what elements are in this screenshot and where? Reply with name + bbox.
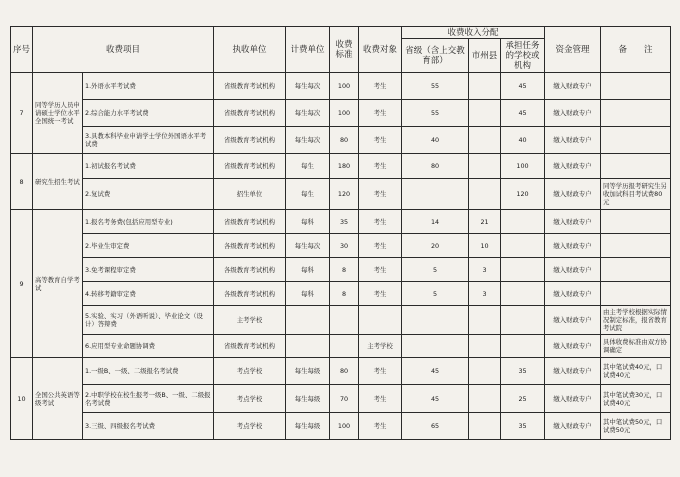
row-standard: 8 (330, 282, 359, 306)
row-dist-school (501, 258, 545, 282)
row-remark (601, 234, 671, 258)
row-unit: 考点学校 (214, 358, 286, 385)
header-measure: 计费单位 (286, 27, 330, 73)
row-standard: 80 (330, 358, 359, 385)
row-dist-school (501, 306, 545, 335)
row-remark (601, 258, 671, 282)
row-standard: 80 (330, 127, 359, 154)
row-item: 5.实验、实习（外语听说）、毕业论文（设计）答辩费 (83, 306, 214, 335)
row-dist-school: 25 (501, 385, 545, 413)
row-unit: 各级教育考试机构 (214, 234, 286, 258)
row-measure: 每生每级 (286, 385, 330, 413)
row-unit: 省级教育考试机构 (214, 335, 286, 358)
group-name: 同等学历人员申请硕士学位水平全国统一考试 (33, 73, 83, 154)
table-row (11, 234, 671, 258)
row-fund: 缴入财政专户 (545, 413, 601, 440)
row-unit: 省级教育考试机构 (214, 154, 286, 179)
row-unit: 省级教育考试机构 (214, 210, 286, 234)
row-dist-city (469, 413, 501, 440)
row-unit: 考点学校 (214, 385, 286, 413)
table-row (11, 127, 671, 154)
row-standard: 180 (330, 154, 359, 179)
row-measure: 每生每次 (286, 100, 330, 127)
row-dist-school: 100 (501, 154, 545, 179)
row-fund: 缴入财政专户 (545, 282, 601, 306)
group-seq: 7 (11, 73, 33, 154)
row-dist-city (469, 306, 501, 335)
row-dist-school: 120 (501, 179, 545, 210)
row-fund: 缴入财政专户 (545, 100, 601, 127)
row-dist-province: 80 (402, 154, 469, 179)
row-unit: 主考学校 (214, 306, 286, 335)
table-row (11, 258, 671, 282)
row-payer: 考生 (359, 282, 402, 306)
row-measure: 每科 (286, 282, 330, 306)
row-item: 3.三级、四级报名考试费 (83, 413, 214, 440)
row-payer: 考生 (359, 385, 402, 413)
fee-table (10, 26, 671, 440)
row-item: 2.复试费 (83, 179, 214, 210)
row-standard: 100 (330, 413, 359, 440)
row-remark: 其中笔试费30元，口试费40元 (601, 385, 671, 413)
row-remark: 其中笔试费50元，口试费50元 (601, 413, 671, 440)
row-payer: 考生 (359, 234, 402, 258)
row-dist-school (501, 234, 545, 258)
row-payer: 考生 (359, 179, 402, 210)
row-dist-province: 45 (402, 358, 469, 385)
table-row (11, 179, 671, 210)
row-dist-school (501, 335, 545, 358)
row-remark (601, 210, 671, 234)
row-payer: 考生 (359, 73, 402, 100)
row-measure: 每生每次 (286, 234, 330, 258)
table-row (11, 73, 671, 100)
row-standard: 35 (330, 210, 359, 234)
row-unit: 考点学校 (214, 413, 286, 440)
header-item: 收费项目 (33, 27, 214, 73)
row-standard: 8 (330, 258, 359, 282)
row-dist-province: 55 (402, 100, 469, 127)
row-dist-province: 5 (402, 282, 469, 306)
row-fund: 缴入财政专户 (545, 234, 601, 258)
row-dist-province: 5 (402, 258, 469, 282)
row-payer: 考生 (359, 127, 402, 154)
row-fund: 缴入财政专户 (545, 258, 601, 282)
table-row (11, 210, 671, 234)
row-measure: 每生 (286, 154, 330, 179)
header-standard: 收费标准 (330, 27, 359, 73)
row-payer: 考生 (359, 358, 402, 385)
header-payer: 收费对象 (359, 27, 402, 73)
row-standard (330, 335, 359, 358)
row-measure: 每生每级 (286, 358, 330, 385)
header-distribution: 收费收入分配 (402, 27, 545, 39)
row-dist-city (469, 179, 501, 210)
row-dist-city: 10 (469, 234, 501, 258)
header-dist-school: 承担任务的学校或机构 (501, 39, 545, 73)
row-fund: 缴入财政专户 (545, 306, 601, 335)
row-dist-school: 45 (501, 100, 545, 127)
row-unit: 省级教育考试机构 (214, 100, 286, 127)
row-dist-city: 3 (469, 258, 501, 282)
row-standard: 30 (330, 234, 359, 258)
row-dist-province: 14 (402, 210, 469, 234)
row-fund: 缴入财政专户 (545, 179, 601, 210)
row-dist-city: 3 (469, 282, 501, 306)
row-remark (601, 73, 671, 100)
row-dist-province (402, 335, 469, 358)
row-measure: 每生每次 (286, 127, 330, 154)
row-payer: 考生 (359, 100, 402, 127)
row-remark: 具体收费标准由双方协调确定 (601, 335, 671, 358)
row-dist-province (402, 179, 469, 210)
row-payer: 主考学校 (359, 335, 402, 358)
header-row-1 (11, 27, 671, 39)
header-dist-city: 市州县 (469, 39, 501, 73)
row-standard: 70 (330, 385, 359, 413)
row-remark: 同等学历报考研究生另收加试科目考试费80元 (601, 179, 671, 210)
row-measure (286, 306, 330, 335)
row-fund: 缴入财政专户 (545, 73, 601, 100)
row-item: 1.初试报名考试费 (83, 154, 214, 179)
row-dist-city: 21 (469, 210, 501, 234)
header-unit: 执收单位 (214, 27, 286, 73)
row-remark (601, 154, 671, 179)
row-remark: 其中笔试费40元，口试费40元 (601, 358, 671, 385)
row-dist-city (469, 358, 501, 385)
row-item: 3.具教本科毕业申请学士学位外国语水平考试费 (83, 127, 214, 154)
row-unit: 各级教育考试机构 (214, 258, 286, 282)
header-seq: 序号 (11, 27, 33, 73)
header-dist-province: 省级（含上交教育部） (402, 39, 469, 73)
row-item: 1.一级B、一级、二级报名考试费 (83, 358, 214, 385)
row-item: 2.中职学校在校生报考一级B、一级、二级报名考试费 (83, 385, 214, 413)
row-dist-province: 55 (402, 73, 469, 100)
row-standard: 100 (330, 73, 359, 100)
row-dist-province: 40 (402, 127, 469, 154)
row-payer: 考生 (359, 413, 402, 440)
header-fund: 资金管理 (545, 27, 601, 73)
row-dist-city (469, 127, 501, 154)
row-measure: 每科 (286, 258, 330, 282)
row-dist-province: 65 (402, 413, 469, 440)
row-item: 4.转移考籍审定费 (83, 282, 214, 306)
row-unit: 各级教育考试机构 (214, 282, 286, 306)
group-name: 高等教育自学考试 (33, 210, 83, 358)
row-payer: 考生 (359, 258, 402, 282)
row-item: 2.毕业生审定费 (83, 234, 214, 258)
row-item: 1.报名考务费(包括应用型专业) (83, 210, 214, 234)
row-fund: 缴入财政专户 (545, 335, 601, 358)
table-row (11, 335, 671, 358)
row-fund: 缴入财政专户 (545, 210, 601, 234)
row-standard: 120 (330, 179, 359, 210)
row-measure: 每生 (286, 179, 330, 210)
row-standard: 100 (330, 100, 359, 127)
row-fund: 缴入财政专户 (545, 154, 601, 179)
row-dist-city (469, 335, 501, 358)
row-dist-city (469, 385, 501, 413)
row-unit: 招生单位 (214, 179, 286, 210)
row-dist-school: 40 (501, 127, 545, 154)
row-measure (286, 335, 330, 358)
row-dist-school (501, 282, 545, 306)
table-row (11, 154, 671, 179)
table-row (11, 282, 671, 306)
row-dist-school: 45 (501, 73, 545, 100)
row-unit: 省级教育考试机构 (214, 73, 286, 100)
row-dist-school (501, 210, 545, 234)
header-remark: 备 注 (601, 27, 671, 73)
table-row (11, 100, 671, 127)
row-payer (359, 306, 402, 335)
row-fund: 缴入财政专户 (545, 385, 601, 413)
table-row (11, 358, 671, 385)
row-fund: 缴入财政专户 (545, 358, 601, 385)
row-payer: 考生 (359, 154, 402, 179)
group-name: 研究生招生考试 (33, 154, 83, 210)
row-dist-school: 35 (501, 358, 545, 385)
row-item: 6.应用型专业命题协调费 (83, 335, 214, 358)
table-row (11, 306, 671, 335)
row-payer: 考生 (359, 210, 402, 234)
row-measure: 每生每级 (286, 413, 330, 440)
row-item: 1.外语水平考试费 (83, 73, 214, 100)
group-seq: 10 (11, 358, 33, 440)
row-remark (601, 100, 671, 127)
fee-table-sheet (10, 26, 670, 472)
row-dist-city (469, 100, 501, 127)
row-dist-city (469, 73, 501, 100)
table-row (11, 385, 671, 413)
row-remark (601, 282, 671, 306)
row-item: 2.综合能力水平考试费 (83, 100, 214, 127)
row-remark: 由主考学校根据实际情况制定标准，报省教育考试院 (601, 306, 671, 335)
row-dist-province (402, 306, 469, 335)
row-measure: 每生每次 (286, 73, 330, 100)
row-dist-school: 35 (501, 413, 545, 440)
row-unit: 省级教育考试机构 (214, 127, 286, 154)
group-seq: 8 (11, 154, 33, 210)
row-fund: 缴入财政专户 (545, 127, 601, 154)
row-standard (330, 306, 359, 335)
group-seq: 9 (11, 210, 33, 358)
row-remark (601, 127, 671, 154)
row-dist-province: 45 (402, 385, 469, 413)
row-item: 3.免考课程审定费 (83, 258, 214, 282)
table-row (11, 413, 671, 440)
row-dist-city (469, 154, 501, 179)
row-measure: 每科 (286, 210, 330, 234)
group-name: 全国公共英语等级考试 (33, 358, 83, 440)
row-dist-province: 20 (402, 234, 469, 258)
